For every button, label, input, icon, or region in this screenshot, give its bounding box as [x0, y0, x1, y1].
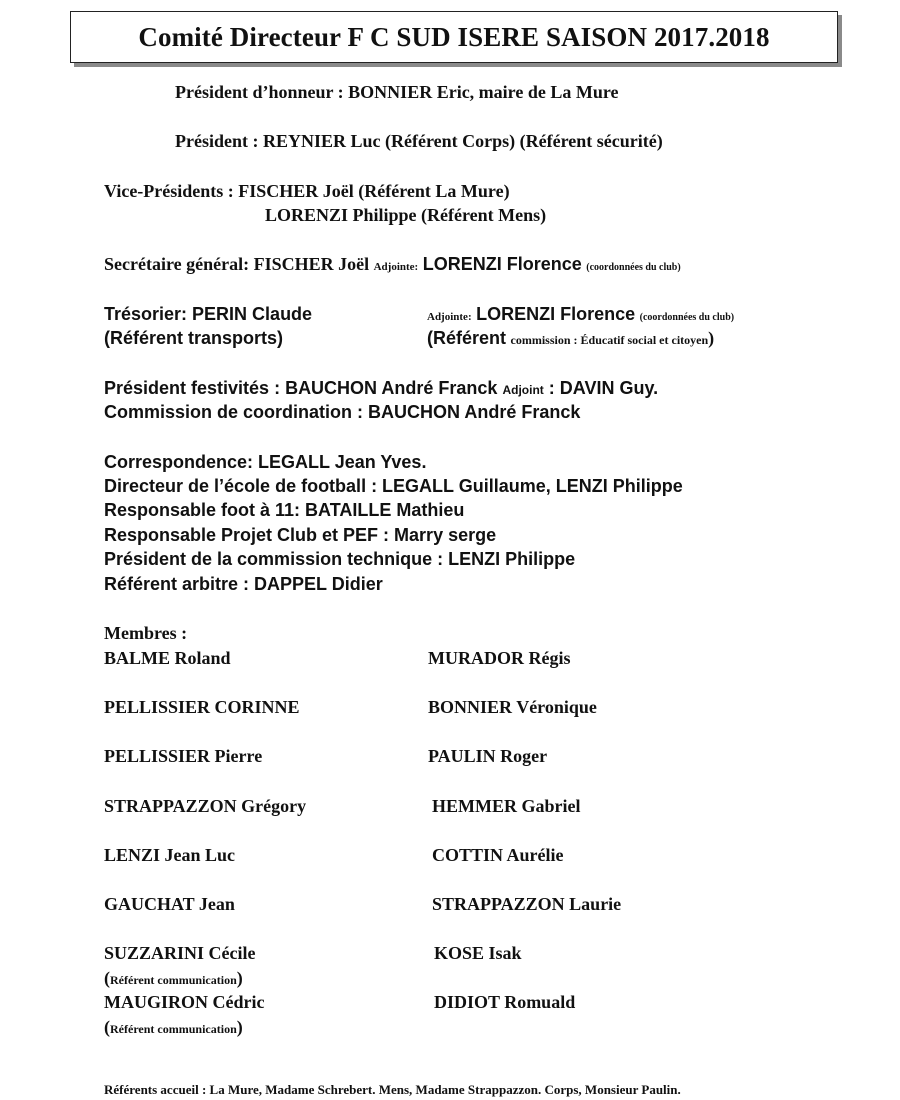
- vice-presidents-line2: LORENZI Philippe (Référent Mens): [265, 205, 547, 225]
- role-line: Correspondence: LEGALL Jean Yves.: [104, 452, 427, 472]
- member-right: BONNIER Véronique: [428, 697, 597, 717]
- member-right: STRAPPAZZON Laurie: [432, 894, 622, 914]
- festivities-line: [104, 377, 658, 401]
- member-note-text: Référent communication: [110, 1022, 237, 1036]
- secretary-note: (coordonnées du club): [586, 262, 681, 273]
- member-left: PELLISSIER CORINNE: [104, 697, 300, 717]
- role-line: Référent arbitre : DAPPEL Didier: [104, 574, 383, 594]
- vice-presidents-line1: Vice-Présidents : FISCHER Joël (Référent La Mure): [104, 181, 510, 201]
- member-left: SUZZARINI Cécile: [104, 943, 256, 963]
- treasurer-deputy-name: LORENZI Florence: [476, 304, 636, 324]
- president: Président : REYNIER Luc (Référent Corps) (Référent sécurité): [175, 131, 663, 151]
- member-left: BALME Roland: [104, 648, 231, 668]
- member-right: MURADOR Régis: [428, 648, 571, 668]
- role-line: Directeur de l’école de football : LEGALL Guillaume, LENZI Philippe: [104, 476, 683, 496]
- members-label: Membres :: [104, 623, 188, 643]
- treasurer-ref-commission: commission : Éducatif social et citoyen: [510, 333, 709, 347]
- treasurer-ref-close: ): [708, 328, 715, 348]
- member-note: [104, 1016, 243, 1040]
- treasurer-ref-open: (Référent: [427, 328, 507, 348]
- secretary-deputy-name: LORENZI Florence: [422, 254, 582, 274]
- member-left: GAUCHAT Jean: [104, 894, 235, 914]
- member-right: PAULIN Roger: [428, 746, 548, 766]
- treasurer-deputy-label: Adjointe:: [427, 311, 472, 323]
- honorary-president: Président d’honneur : BONNIER Eric, maire de La Mure: [175, 82, 619, 102]
- role-line: Responsable foot à 11: BATAILLE Mathieu: [104, 500, 465, 520]
- festivities-deputy-label: Adjoint: [502, 383, 544, 397]
- member-right: COTTIN Aurélie: [432, 845, 564, 865]
- treasurer-role: (Référent transports): [104, 328, 284, 348]
- member-right: KOSE Isak: [434, 943, 522, 963]
- treasurer-deputy-line: [427, 303, 734, 329]
- member-note-text: Référent communication: [110, 973, 237, 987]
- member-left: STRAPPAZZON Grégory: [104, 796, 307, 816]
- member-right: HEMMER Gabriel: [432, 796, 581, 816]
- festivities-main: Président festivités : BAUCHON André Franck: [104, 378, 498, 398]
- secretary-line: [104, 253, 681, 279]
- role-line: Responsable Projet Club et PEF : Marry serge: [104, 525, 497, 545]
- role-line: Président de la commission technique : LENZI Philippe: [104, 549, 576, 569]
- member-left: MAUGIRON Cédric: [104, 992, 265, 1012]
- treasurer-note: (coordonnées du club): [639, 312, 735, 323]
- member-right: DIDIOT Romuald: [434, 992, 576, 1012]
- footer-referents: Référents accueil : La Mure, Madame Schrebert. Mens, Madame Strappazzon. Corps, Monsieur Paulin.: [104, 1082, 681, 1097]
- member-note-close: ): [236, 1017, 243, 1037]
- page-title: Comité Directeur F C SUD ISERE SAISON 2017.2018: [70, 11, 838, 63]
- member-left: PELLISSIER Pierre: [104, 746, 263, 766]
- coordination: Commission de coordination : BAUCHON André Franck: [104, 402, 581, 422]
- member-left: LENZI Jean Luc: [104, 845, 236, 865]
- secretary-main: Secrétaire général: FISCHER Joël: [104, 254, 370, 274]
- festivities-deputy-name: : DAVIN Guy.: [548, 378, 659, 398]
- member-note-open: (: [104, 968, 110, 988]
- member-note-close: ): [236, 968, 243, 988]
- member-note: [104, 967, 243, 991]
- treasurer-referent-line: [427, 327, 714, 351]
- secretary-deputy-label: Adjointe:: [373, 261, 419, 273]
- treasurer-main: Trésorier: PERIN Claude: [104, 304, 313, 324]
- member-note-open: (: [104, 1017, 110, 1037]
